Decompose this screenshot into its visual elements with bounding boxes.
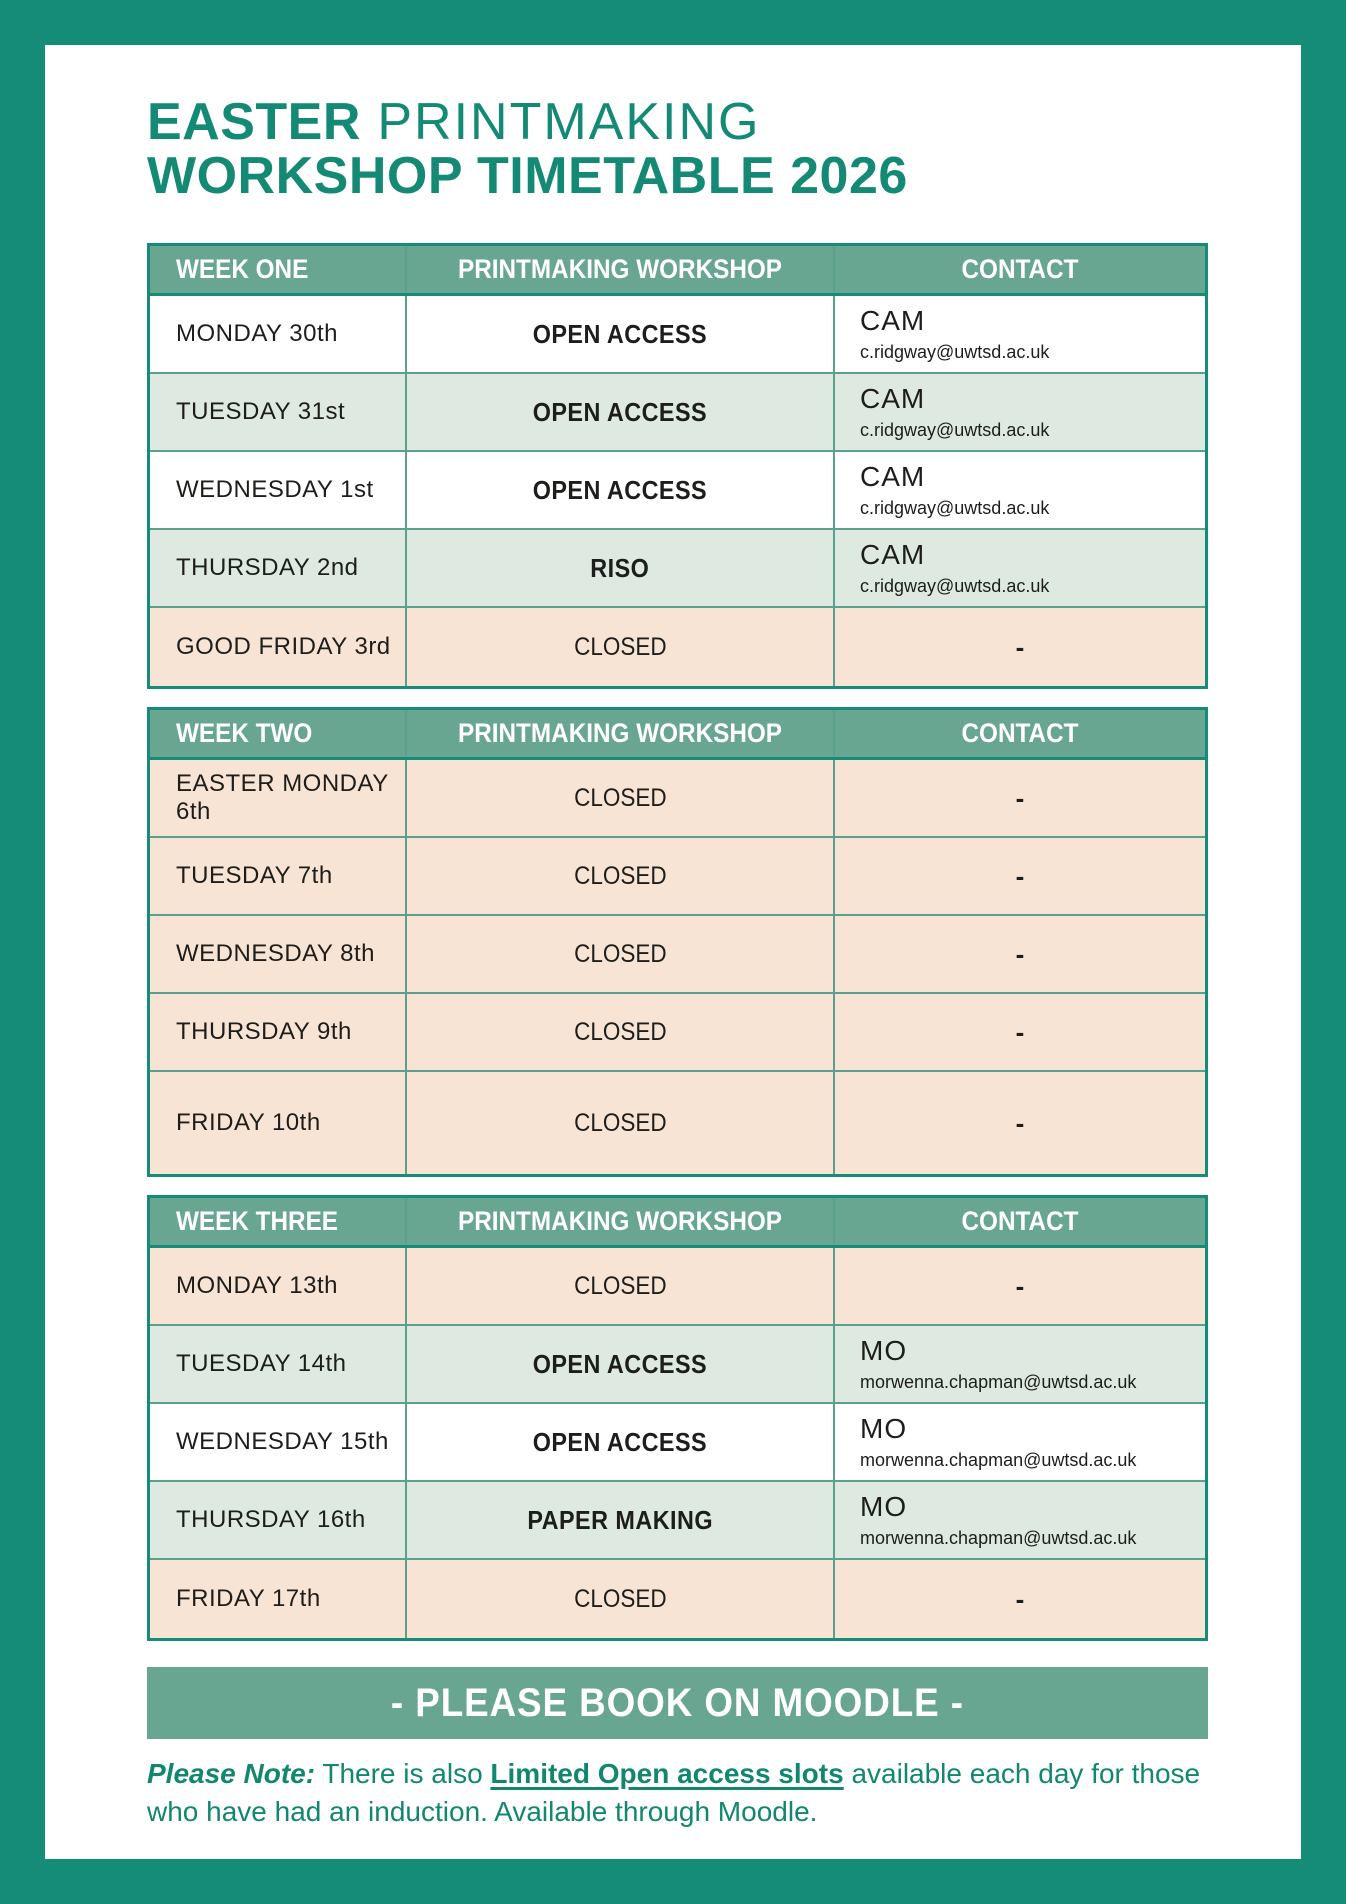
week-label-header: WEEK ONE	[150, 246, 407, 293]
document-sheet	[45, 45, 1301, 1859]
week-one-header-row	[150, 246, 1205, 296]
workshop-value: OPEN ACCESS	[532, 474, 708, 505]
timetable-row	[150, 1072, 1205, 1174]
day-label: THURSDAY 2nd	[150, 530, 407, 606]
week-two-header-row	[150, 710, 1205, 760]
workshop-value: CLOSED	[573, 1584, 667, 1613]
page-title	[147, 95, 1208, 203]
workshop-value: RISO	[590, 552, 650, 583]
timetable-row	[150, 374, 1205, 452]
timetable-row	[150, 916, 1205, 994]
workshop-value: PAPER MAKING	[527, 1504, 713, 1535]
workshop-value: OPEN ACCESS	[532, 396, 708, 427]
timetable-row	[150, 1248, 1205, 1326]
contact-cell	[835, 1404, 1205, 1480]
workshop-cell	[407, 1560, 835, 1638]
day-label: WEDNESDAY 1st	[150, 452, 407, 528]
timetable-row	[150, 530, 1205, 608]
contact-cell	[835, 452, 1205, 528]
contact-dash: -	[1015, 1107, 1025, 1138]
workshop-cell	[407, 760, 835, 836]
timetable-row	[150, 838, 1205, 916]
day-label: FRIDAY 17th	[150, 1560, 407, 1638]
workshop-value: OPEN ACCESS	[532, 318, 708, 349]
contact-header: CONTACT	[961, 1206, 1079, 1236]
workshop-cell	[407, 916, 835, 992]
contact-dash: -	[1015, 1016, 1025, 1047]
title-line-1	[147, 95, 1208, 149]
contact-header: CONTACT	[961, 254, 1079, 284]
contact-name: CAM	[860, 305, 926, 336]
contact-cell	[835, 374, 1205, 450]
day-label: TUESDAY 31st	[150, 374, 407, 450]
banner-text: - PLEASE BOOK ON MOODLE -	[391, 1680, 964, 1725]
workshop-cell	[407, 374, 835, 450]
contact-email: c.ridgway@uwtsd.ac.uk	[860, 576, 1050, 596]
timetable-row	[150, 760, 1205, 838]
contact-email: c.ridgway@uwtsd.ac.uk	[860, 342, 1050, 362]
contact-name: CAM	[860, 383, 926, 414]
week-label-header: WEEK THREE	[150, 1198, 407, 1245]
day-label: MONDAY 30th	[150, 296, 407, 372]
workshop-cell	[407, 1404, 835, 1480]
workshop-cell	[407, 452, 835, 528]
workshop-cell	[407, 608, 835, 686]
workshop-value: CLOSED	[573, 939, 667, 968]
workshop-cell	[407, 1326, 835, 1402]
contact-header: CONTACT	[961, 718, 1079, 748]
workshop-value: CLOSED	[573, 1108, 667, 1137]
week-two-table	[147, 707, 1208, 1177]
day-label: GOOD FRIDAY 3rd	[150, 608, 407, 686]
note-lead: Please Note:	[147, 1758, 316, 1789]
week-three-table	[147, 1195, 1208, 1641]
day-label: WEDNESDAY 8th	[150, 916, 407, 992]
title-line-2: WORKSHOP TIMETABLE 2026	[147, 147, 908, 205]
contact-dash: -	[1015, 631, 1025, 662]
day-label: THURSDAY 16th	[150, 1482, 407, 1558]
workshop-cell	[407, 1482, 835, 1558]
day-label: TUESDAY 14th	[150, 1326, 407, 1402]
contact-dash: -	[1015, 1583, 1025, 1614]
contact-dash: -	[1015, 782, 1025, 813]
day-label: EASTER MONDAY 6th	[150, 760, 407, 836]
workshop-cell	[407, 838, 835, 914]
contact-name: MO	[860, 1413, 908, 1444]
title-easter: EASTER	[147, 93, 361, 151]
workshop-value: CLOSED	[573, 783, 667, 812]
workshop-cell	[407, 530, 835, 606]
contact-email: c.ridgway@uwtsd.ac.uk	[860, 420, 1050, 440]
contact-name: CAM	[860, 461, 926, 492]
workshop-cell	[407, 1248, 835, 1324]
contact-name: MO	[860, 1335, 908, 1366]
workshop-value: CLOSED	[573, 1017, 667, 1046]
timetable-row	[150, 1404, 1205, 1482]
contact-name: MO	[860, 1491, 908, 1522]
contact-email: morwenna.chapman@uwtsd.ac.uk	[860, 1450, 1137, 1470]
workshop-value: OPEN ACCESS	[532, 1426, 708, 1457]
title-printmaking: PRINTMAKING	[360, 93, 761, 151]
day-label: TUESDAY 7th	[150, 838, 407, 914]
contact-cell	[835, 296, 1205, 372]
contact-cell	[835, 1326, 1205, 1402]
workshop-header: PRINTMAKING WORKSHOP	[407, 246, 835, 293]
contact-name: CAM	[860, 539, 926, 570]
week-one-table	[147, 243, 1208, 689]
workshop-value: CLOSED	[573, 632, 667, 661]
timetable-row	[150, 296, 1205, 374]
workshop-header: PRINTMAKING WORKSHOP	[407, 710, 835, 757]
contact-email: c.ridgway@uwtsd.ac.uk	[860, 498, 1050, 518]
contact-dash: -	[1015, 1270, 1025, 1301]
day-label: THURSDAY 9th	[150, 994, 407, 1070]
contact-email: morwenna.chapman@uwtsd.ac.uk	[860, 1372, 1137, 1392]
day-label: WEDNESDAY 15th	[150, 1404, 407, 1480]
workshop-value: OPEN ACCESS	[532, 1348, 708, 1379]
timetable-row	[150, 452, 1205, 530]
open-access-slots-link[interactable]: Limited Open access slots	[490, 1758, 844, 1789]
timetable-row	[150, 1560, 1205, 1638]
timetable-row	[150, 994, 1205, 1072]
week-three-header-row	[150, 1198, 1205, 1248]
day-label: MONDAY 13th	[150, 1248, 407, 1324]
note-body-start: There is also	[315, 1758, 491, 1789]
timetable-row	[150, 608, 1205, 686]
workshop-cell	[407, 296, 835, 372]
contact-dash: -	[1015, 860, 1025, 891]
book-on-moodle-banner	[147, 1667, 1208, 1739]
workshop-cell	[407, 1072, 835, 1174]
timetable-row	[150, 1482, 1205, 1560]
timetable-row	[150, 1326, 1205, 1404]
workshop-cell	[407, 994, 835, 1070]
contact-cell	[835, 1482, 1205, 1558]
workshop-value: CLOSED	[573, 861, 667, 890]
please-note-text	[147, 1755, 1222, 1831]
week-label-header: WEEK TWO	[150, 710, 407, 757]
contact-dash: -	[1015, 938, 1025, 969]
workshop-header: PRINTMAKING WORKSHOP	[407, 1198, 835, 1245]
contact-email: morwenna.chapman@uwtsd.ac.uk	[860, 1528, 1137, 1548]
workshop-value: CLOSED	[573, 1271, 667, 1300]
day-label: FRIDAY 10th	[150, 1072, 407, 1174]
contact-cell	[835, 530, 1205, 606]
note-body-end: available each day for those who have had an induction. Available through Moodle.	[147, 1758, 1201, 1827]
